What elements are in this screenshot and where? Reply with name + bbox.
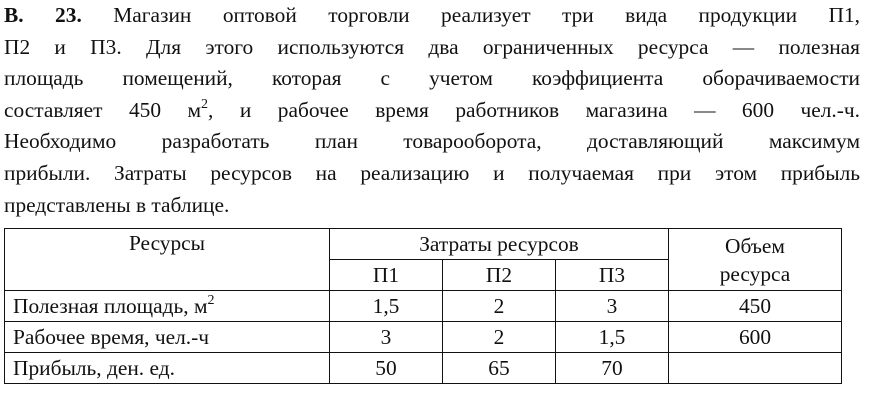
table-row xyxy=(5,291,842,322)
cell-p1: 1,5 xyxy=(330,291,443,322)
cell-volume: 600 xyxy=(669,322,842,353)
header-p3: П3 xyxy=(556,260,669,291)
problem-line-5: Необходимо разработать план товарооборота, доставляющий максимум xyxy=(4,129,860,154)
cell-p1: 50 xyxy=(330,353,443,384)
cell-p2: 65 xyxy=(443,353,556,384)
problem-paragraph xyxy=(4,0,860,221)
cell-p2: 2 xyxy=(443,322,556,353)
table-row xyxy=(5,353,842,384)
cell-volume xyxy=(669,353,842,384)
row-name: Рабочее время, чел.-ч xyxy=(5,322,330,353)
superscript-2: 2 xyxy=(201,96,209,112)
problem-line-3: площадь помещений, которая с учетом коэффициента оборачиваемости xyxy=(4,66,860,91)
header-p2: П2 xyxy=(443,260,556,291)
problem-text-block xyxy=(4,0,860,221)
problem-line-1: В. 23. Магазин оптовой торговли реализует три вида продукции П1, xyxy=(4,3,860,27)
cell-p3: 70 xyxy=(556,353,669,384)
cell-p2: 2 xyxy=(443,291,556,322)
row-name: Прибыль, ден. ед. xyxy=(5,353,330,384)
table-header-row-1 xyxy=(5,229,842,260)
problem-line-2: П2 и П3. Для этого используются два ограниченных ресурса — полезная xyxy=(4,34,860,59)
cell-p3: 1,5 xyxy=(556,322,669,353)
header-volume: Объем ресурса xyxy=(669,229,842,291)
cell-volume: 450 xyxy=(669,291,842,322)
cell-p1: 3 xyxy=(330,322,443,353)
problem-line-4: составляет 450 $м^2$, и рабочее время работников магазина — 600 чел.-ч. xyxy=(4,96,860,122)
header-costs: Затраты ресурсов xyxy=(330,229,669,260)
resource-table xyxy=(4,228,842,384)
header-resources: Ресурсы xyxy=(5,229,330,291)
problem-number: В. 23. xyxy=(4,3,82,27)
problem-line-6: прибыли. Затраты ресурсов на реализацию и получаемая при этом прибыль xyxy=(4,160,860,185)
row-name: Полезная площадь, $м^2$ xyxy=(5,291,330,322)
table-row xyxy=(5,322,842,353)
cell-p3: 3 xyxy=(556,291,669,322)
header-p1: П1 xyxy=(330,260,443,291)
problem-line-7: представлены в таблице. xyxy=(4,192,230,217)
